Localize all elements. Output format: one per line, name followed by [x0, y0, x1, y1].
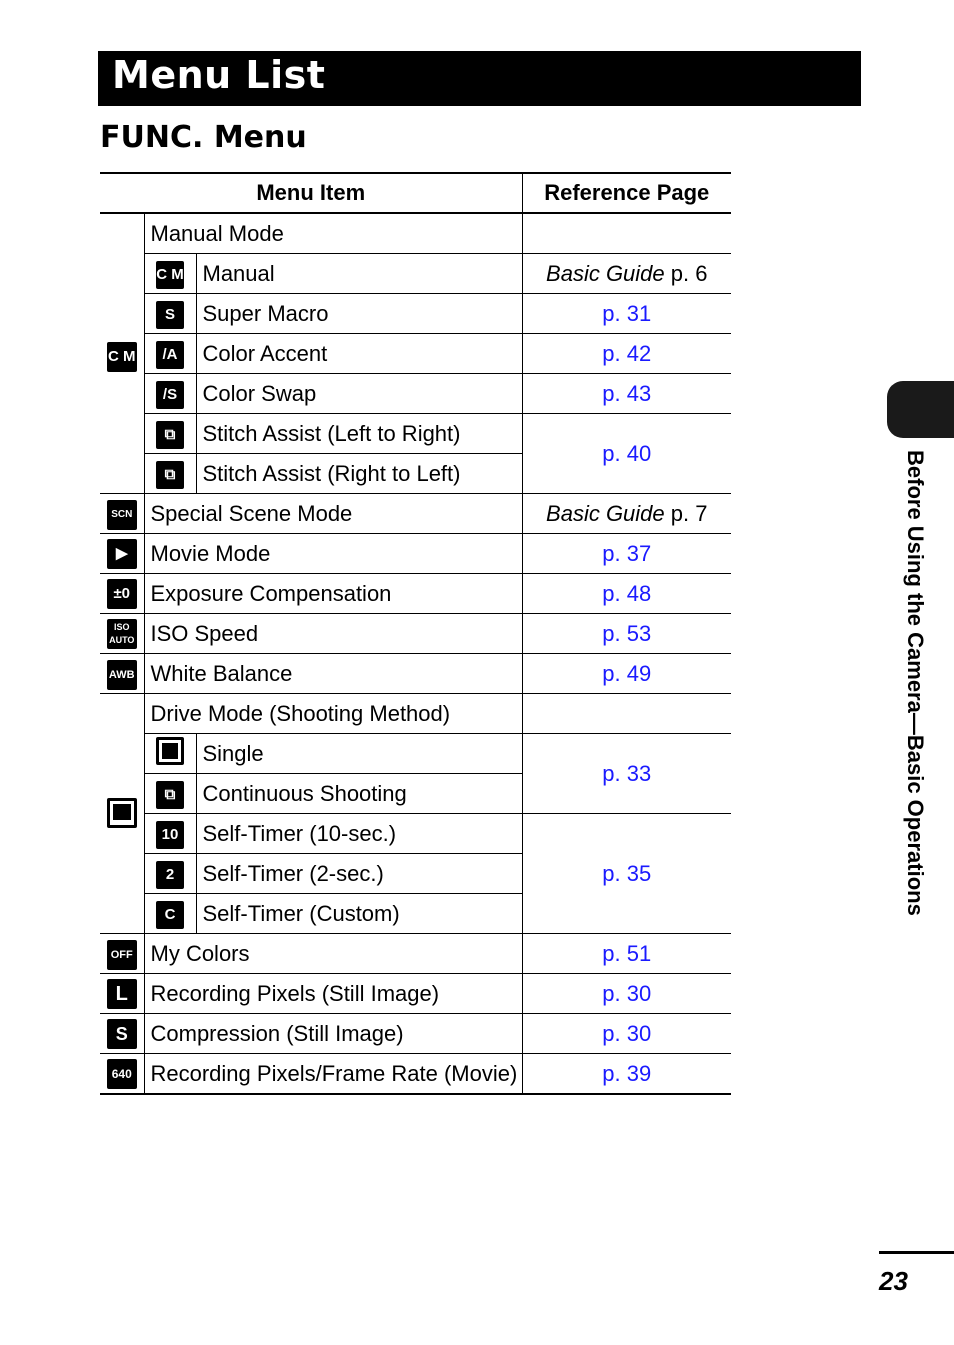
row-label: Special Scene Mode: [144, 494, 522, 534]
table-row: [100, 414, 731, 454]
section-title: FUNC. Menu: [100, 120, 307, 155]
table-row: [100, 974, 731, 1014]
row-label: Recording Pixels/Frame Rate (Movie): [144, 1054, 522, 1095]
page-number: 23: [879, 1266, 908, 1296]
table-row: [100, 334, 731, 374]
row-label: Color Accent: [196, 334, 522, 374]
iso-speed-icon: ISO AUTO: [107, 619, 137, 649]
table-row: [100, 934, 731, 974]
movie-pixels-icon: 640: [107, 1059, 137, 1089]
row-label: Self-Timer (2-sec.): [196, 854, 522, 894]
manual-mode-icon-cell: [100, 213, 144, 494]
table-row: [100, 654, 731, 694]
exposure-compensation-icon: ±0: [107, 579, 137, 609]
row-label: Movie Mode: [144, 534, 522, 574]
row-label: Manual: [196, 254, 522, 294]
row-label: Compression (Still Image): [144, 1014, 522, 1054]
manual-mode-icon: C M: [107, 342, 137, 372]
single-shot-icon: [156, 737, 184, 765]
page-link[interactable]: p. 40: [602, 440, 652, 466]
table-row: [100, 574, 731, 614]
self-timer-10-icon: 10: [156, 821, 184, 849]
row-label: ISO Speed: [144, 614, 522, 654]
self-timer-custom-icon: C: [156, 901, 184, 929]
row-label: Stitch Assist (Right to Left): [196, 454, 522, 494]
row-label: My Colors: [144, 934, 522, 974]
row-label: Self-Timer (Custom): [196, 894, 522, 934]
page-link[interactable]: p. 35: [602, 860, 652, 886]
page-link[interactable]: p. 39: [602, 1060, 652, 1086]
page-link[interactable]: p. 51: [602, 940, 652, 966]
title-bar: [98, 51, 861, 106]
compression-icon: S: [107, 1019, 137, 1049]
header-menu-item: Menu Item: [100, 173, 522, 213]
func-menu-table: [100, 172, 731, 1095]
page-link[interactable]: p. 31: [602, 300, 652, 326]
table-row: [100, 213, 731, 254]
chapter-tab-label: Before Using the Camera—Basic Operations: [903, 450, 928, 916]
row-label: Drive Mode (Shooting Method): [144, 694, 522, 734]
table-row: [100, 1014, 731, 1054]
page-link[interactable]: p. 30: [602, 980, 652, 1006]
table-row: [100, 374, 731, 414]
row-label: Recording Pixels (Still Image): [144, 974, 522, 1014]
row-label: Stitch Assist (Left to Right): [196, 414, 522, 454]
recording-pixels-icon: L: [107, 979, 137, 1009]
table-row: [100, 614, 731, 654]
special-scene-icon: SCN: [107, 500, 137, 530]
table-row: [100, 734, 731, 774]
table-row: [100, 814, 731, 854]
row-label: Manual Mode: [144, 213, 522, 254]
self-timer-2-icon: 2: [156, 861, 184, 889]
color-swap-icon: /S: [156, 381, 184, 409]
page-link[interactable]: p. 33: [602, 760, 652, 786]
table-row: [100, 494, 731, 534]
row-label: Super Macro: [196, 294, 522, 334]
page-link[interactable]: p. 37: [602, 540, 652, 566]
table-row: [100, 694, 731, 734]
super-macro-icon: S: [156, 301, 184, 329]
row-ref: Basic Guide p. 7: [522, 494, 731, 534]
table-row: [100, 534, 731, 574]
row-ref: [522, 694, 731, 734]
stitch-assist-left-icon: ⧉: [156, 421, 184, 449]
page-number-rule: [879, 1251, 954, 1254]
row-ref: [522, 213, 731, 254]
table-row: [100, 254, 731, 294]
page-link[interactable]: p. 48: [602, 580, 652, 606]
color-accent-icon: /A: [156, 341, 184, 369]
row-label: White Balance: [144, 654, 522, 694]
page-link[interactable]: p. 42: [602, 340, 652, 366]
page-link[interactable]: p. 53: [602, 620, 652, 646]
white-balance-icon: AWB: [107, 660, 137, 690]
row-label: Continuous Shooting: [196, 774, 522, 814]
table-row: [100, 294, 731, 334]
my-colors-icon: OFF: [107, 940, 137, 970]
header-reference-page: Reference Page: [522, 173, 731, 213]
movie-mode-icon: ▶: [107, 539, 137, 569]
row-label: Single: [196, 734, 522, 774]
row-label: Color Swap: [196, 374, 522, 414]
page-link[interactable]: p. 43: [602, 380, 652, 406]
continuous-shooting-icon: ⧉: [156, 781, 184, 809]
page-link[interactable]: p. 30: [602, 1020, 652, 1046]
chapter-tab: [887, 381, 954, 438]
page-link[interactable]: p. 49: [602, 660, 652, 686]
page-title: Menu List: [112, 53, 326, 97]
manual-icon: C M: [156, 261, 184, 289]
row-ref: Basic Guide p. 6: [522, 254, 731, 294]
drive-mode-icon: [107, 798, 137, 828]
table-header-row: [100, 173, 731, 213]
row-label: Exposure Compensation: [144, 574, 522, 614]
row-label: Self-Timer (10-sec.): [196, 814, 522, 854]
table-row: [100, 1054, 731, 1095]
stitch-assist-right-icon: ⧉: [156, 461, 184, 489]
